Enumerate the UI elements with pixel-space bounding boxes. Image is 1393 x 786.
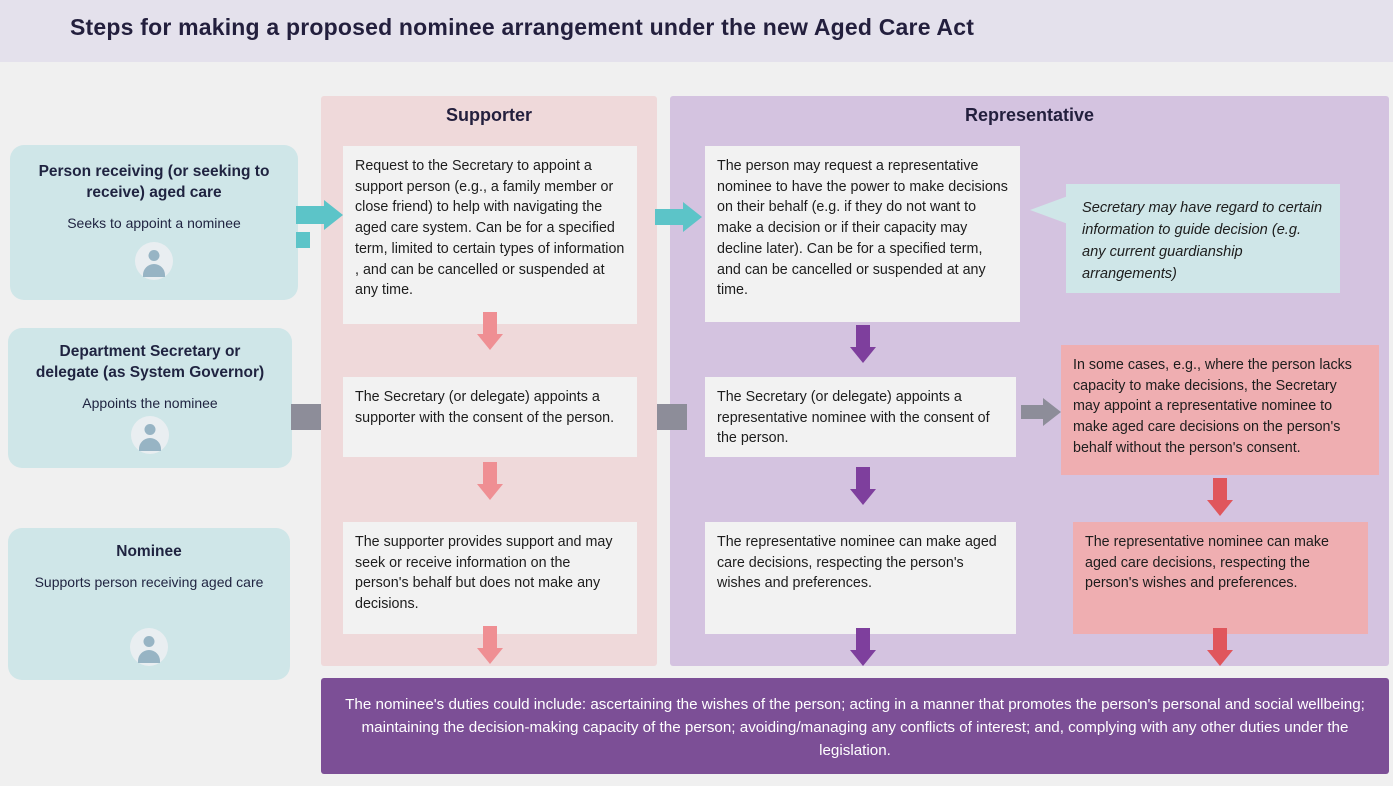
representative-step-3: The representative nominee can make aged care decisions, respecting the person's wishes and preferences. (705, 522, 1016, 634)
exception-step-2: The representative nominee can make aged care decisions, respecting the person's wishes and preferences. (1073, 522, 1368, 634)
role-title: Person receiving (or seeking to receive) aged care (38, 163, 270, 201)
representative-step-2: The Secretary (or delegate) appoints a representative nominee with the consent of the person. (705, 377, 1016, 457)
role-title: Department Secretary or delegate (as System Governor) (35, 343, 265, 381)
supporter-step-2: The Secretary (or delegate) appoints a supporter with the consent of the person. (343, 377, 637, 457)
role-card-nominee (8, 528, 290, 680)
supporter-column-heading: Supporter (445, 105, 532, 125)
page-title: Steps for making a proposed nominee arrangement under the new Aged Care Act (70, 14, 975, 40)
role-subtitle: Supports person receiving aged care (34, 573, 264, 590)
person-icon (130, 628, 168, 666)
role-subtitle: Appoints the nominee (82, 394, 218, 411)
supporter-step-3: The supporter provides support and may seek or receive information on the person's behalf but does not make any decisions. (343, 522, 637, 634)
role-title: Nominee (116, 543, 182, 560)
nominee-duties-banner: The nominee's duties could include: ascertaining the wishes of the person; acting in a manner that promotes the person's personal and social wellbeing; maintaining the decision-making capacity of the person; avoiding/managing any conflicts of interest; and, complying with any other duties under the legislation. (321, 678, 1389, 774)
person-icon (131, 416, 169, 454)
header-bar (0, 0, 1393, 62)
role-subtitle: Seeks to appoint a nominee (67, 214, 241, 231)
role-card-department-secretary (8, 328, 292, 468)
supporter-step-1: Request to the Secretary to appoint a support person (e.g., a family member or close friend) to help with navigating the aged care system. Can be for a specified term, limited to certain types of information , and can be cancelled or suspended at any time. (343, 146, 637, 324)
representative-column-heading: Representative (964, 105, 1095, 125)
exception-step-1: In some cases, e.g., where the person lacks capacity to make decisions, the Secretary may appoint a representative nominee to make aged care decisions on the person's behalf without the person's consent. (1061, 345, 1379, 475)
representative-step-1: The person may request a representative nominee to have the power to make decisions on their behalf (e.g. if they do not want to make a decision or if their capacity may decline later). Can be for a specified term, and can be cancelled or suspended at any time. (705, 146, 1020, 322)
secretary-regard-callout: Secretary may have regard to certain information to guide decision (e.g. any current guardianship arrangements) (1066, 184, 1340, 293)
callout-tail (1030, 196, 1068, 224)
person-icon (135, 242, 173, 280)
role-card-person-receiving-care (10, 145, 298, 300)
